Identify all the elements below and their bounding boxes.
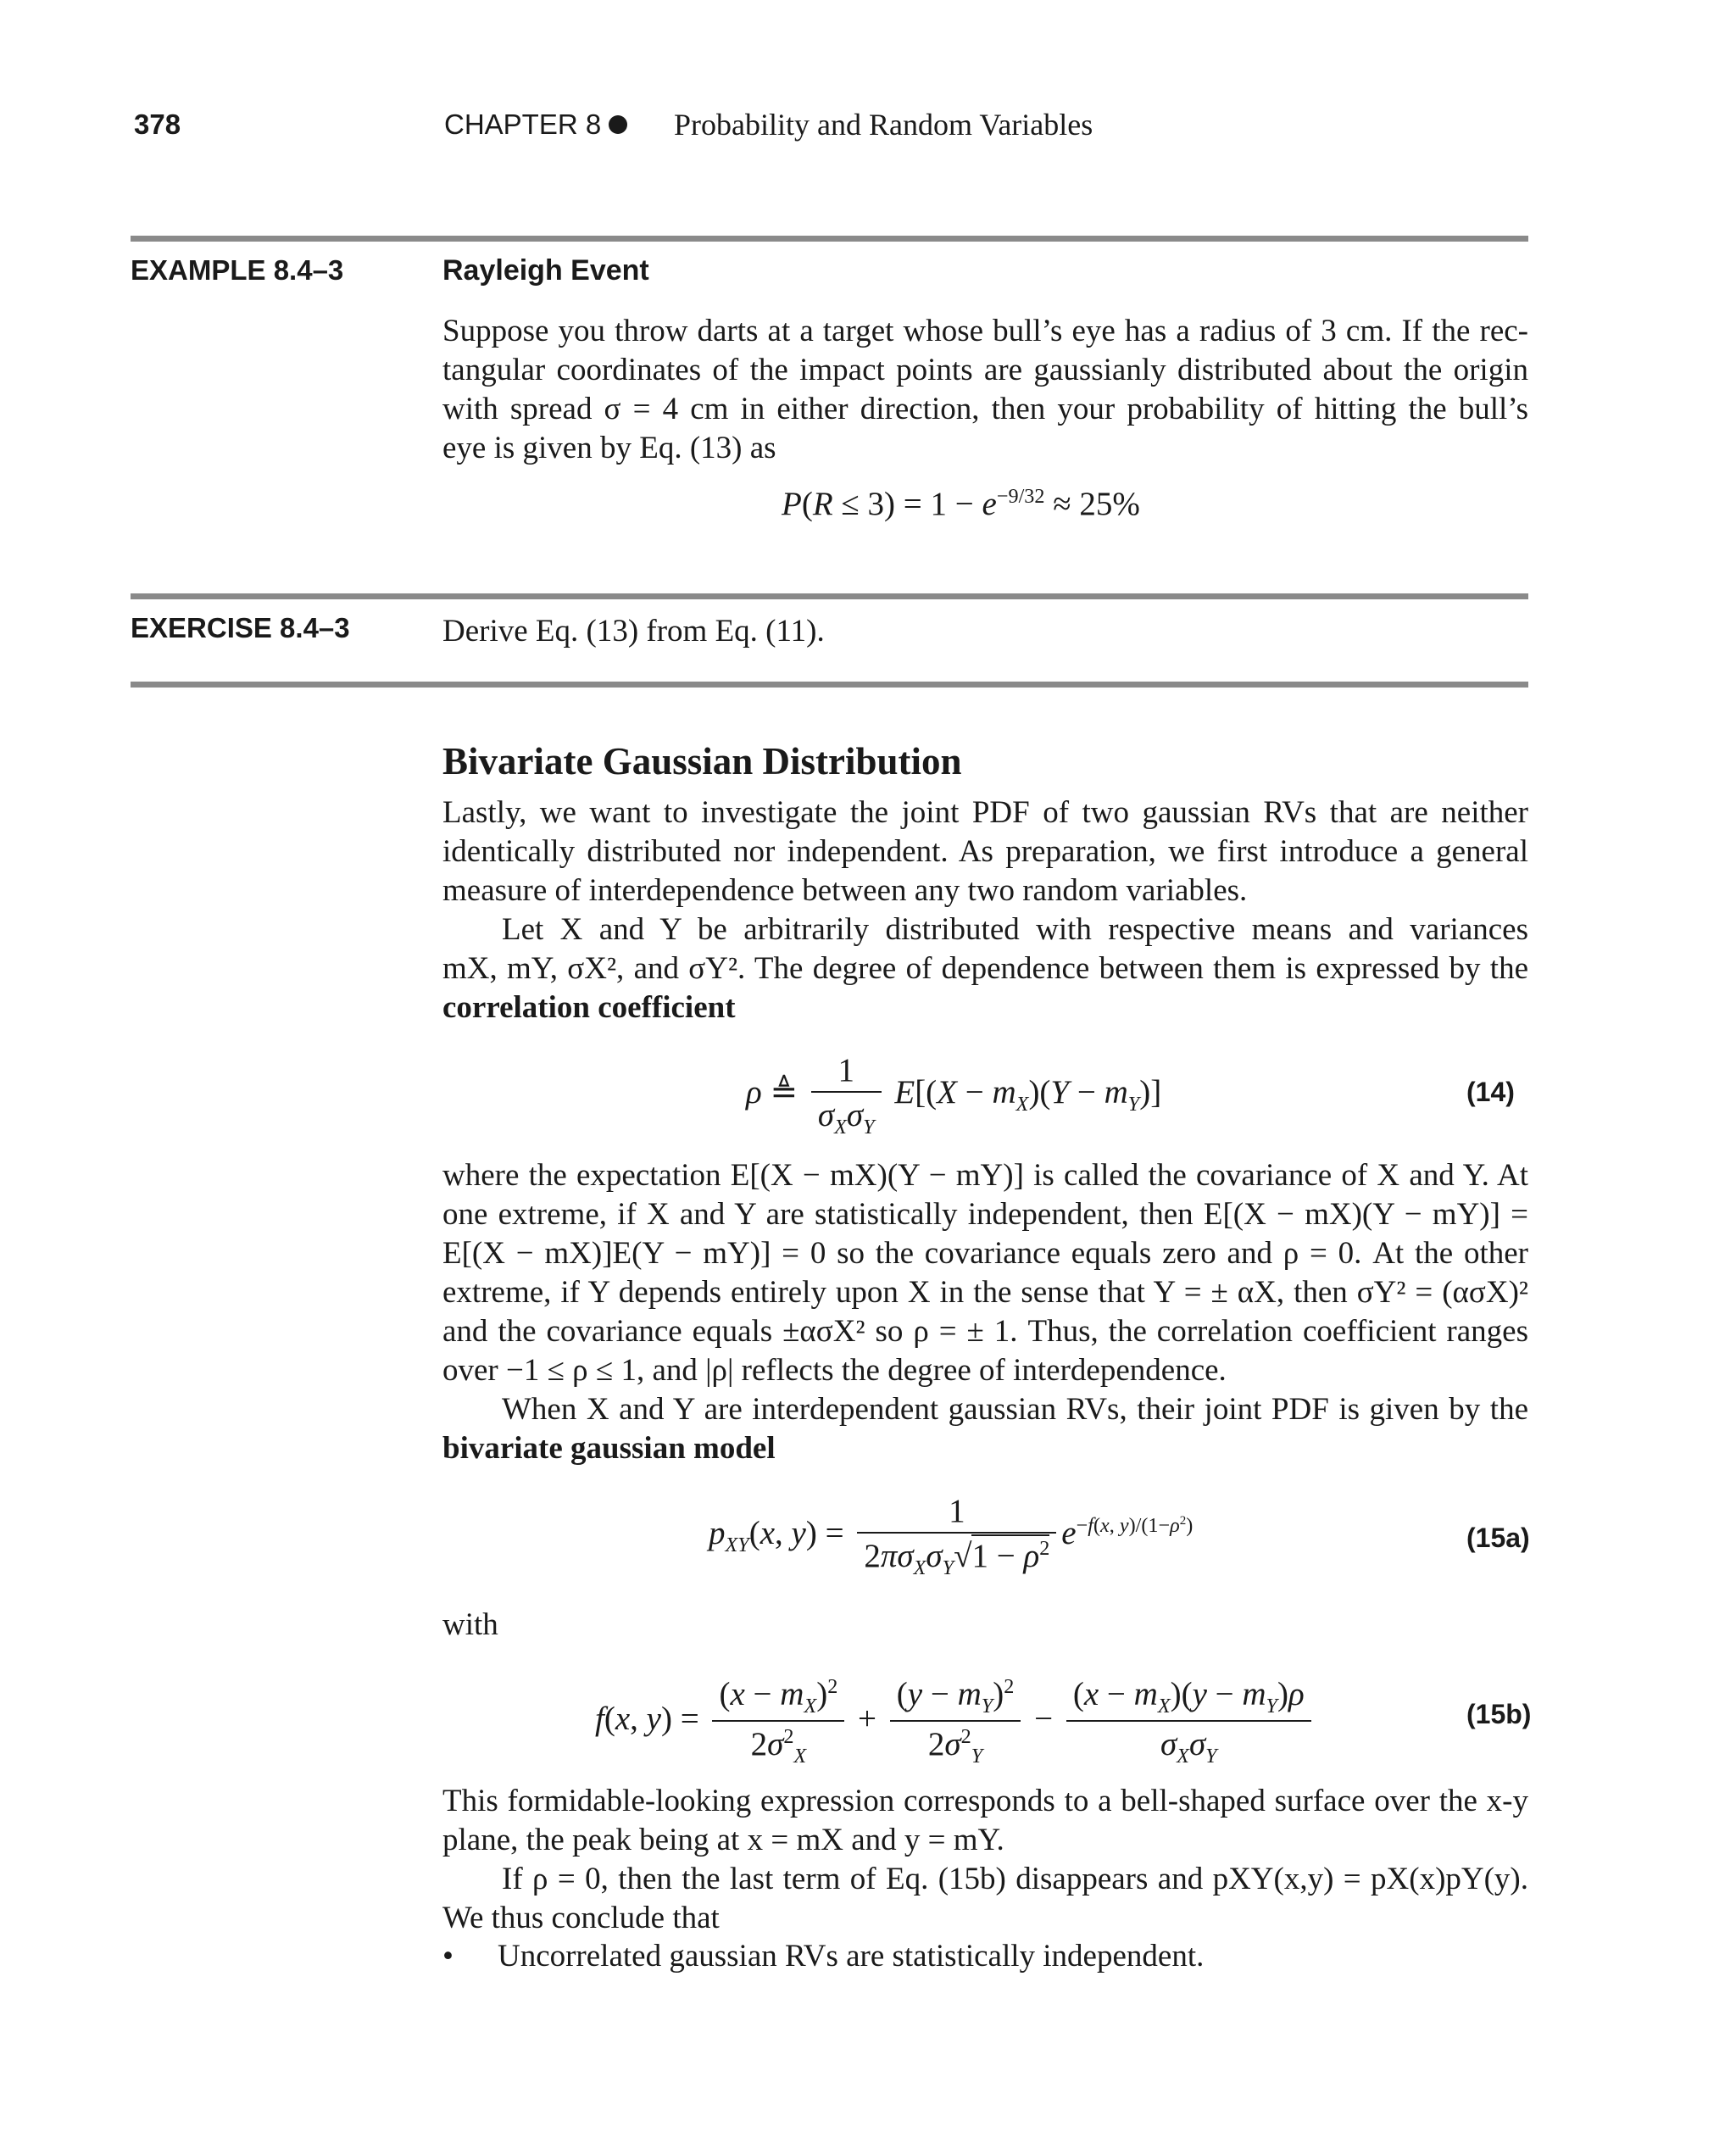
example-line: with spread σ = 4 cm in either direction, then your probability of hitting the bull’s — [442, 392, 1528, 426]
text-line: extreme, if Y depends entirely upon X in the sense that Y = ± αX, then σY² = (ασX)² — [442, 1275, 1528, 1310]
example-label: EXAMPLE 8.4–3 — [131, 254, 344, 286]
equation-15a-number: (15a) — [1466, 1523, 1530, 1553]
example-title: Rayleigh Event — [442, 254, 649, 287]
exercise-text: Derive Eq. (13) from Eq. (11). — [442, 614, 825, 649]
paragraph-correlation — [442, 910, 1528, 1027]
with-text: with — [442, 1607, 498, 1642]
section-heading: Bivariate Gaussian Distribution — [442, 740, 962, 782]
bullet-text: Uncorrelated gaussian RVs are statistically independent. — [497, 1939, 1205, 1974]
paragraph-bell-shaped — [442, 1782, 1528, 1860]
bullet-icon: • — [442, 1939, 453, 1974]
bullet-separator-icon — [609, 115, 627, 134]
text-line-content: When X and Y are interdependent gaussian RVs, their joint PDF is given by the — [502, 1392, 1528, 1427]
equation-14: ρ ≜ $\frac{1}{\sigma_X\sigma_Y}$ $E[(X - m_X)(Y - m_Y)]$ — [746, 1052, 1162, 1139]
example-line: Suppose you throw darts at a target whose bull’s eye has a radius of 3 cm. If the rec- — [442, 314, 1528, 348]
paragraph-intro — [442, 793, 1528, 910]
text-line: Lastly, we want to investigate the joint PDF of two gaussian RVs that are neither — [442, 795, 1528, 830]
text-line: where the expectation E[(X − mX)(Y − mY)] is called the covariance of X and Y. At — [442, 1158, 1528, 1193]
text-line — [442, 1390, 1528, 1429]
term-correlation-coefficient: correlation coefficient — [442, 990, 736, 1025]
text-line: This formidable-looking expression corresponds to a bell-shaped surface over the x-y — [442, 1784, 1528, 1818]
text-line — [442, 1860, 1528, 1899]
text-line-content: If ρ = 0, then the last term of Eq. (15b) disappears and pXY(x,y) = pX(x)pY(y). — [502, 1862, 1528, 1896]
text-line: We thus conclude that — [442, 1901, 720, 1935]
paragraph-conclusion — [442, 1860, 1528, 1938]
text-line: over −1 ≤ ρ ≤ 1, and |ρ| reflects the degree of interdependence. — [442, 1353, 1227, 1388]
text-line-content: Let X and Y be arbitrarily distributed with respective means and variances — [502, 912, 1528, 947]
text-line: plane, the peak being at x = mX and y = mY. — [442, 1823, 1004, 1857]
page-number: 378 — [134, 109, 181, 140]
chapter-title: Probability and Random Variables — [674, 108, 1093, 142]
text-line: E[(X − mX)]E(Y − mY)] = 0 so the covariance equals zero and ρ = 0. At the other — [442, 1236, 1528, 1271]
example-line: tangular coordinates of the impact points are gaussianly distributed about the origin — [442, 353, 1528, 387]
equation-15b-number: (15b) — [1466, 1699, 1532, 1729]
equation-14-number: (14) — [1466, 1077, 1515, 1107]
equation-15b: f(x, y) = $\frac{(x - m_X)^2}{2\sigma^2_X}$ + $\frac{(y - m_Y)^2}{2\sigma^2_Y}$ − $\frac{(x - m_X)(y - m_Y)\rho}{\sigma_X\sigma_Y}$ — [595, 1675, 1316, 1768]
example-top-rule — [131, 236, 1528, 242]
exercise-label: EXERCISE 8.4–3 — [131, 612, 350, 643]
paragraph-bivariate — [442, 1390, 1528, 1468]
chapter-label: CHAPTER 8 — [444, 109, 602, 140]
term-bivariate-gaussian-model: bivariate gaussian model — [442, 1431, 776, 1466]
text-line: one extreme, if X and Y are statistically independent, then E[(X − mX)(Y − mY)] = — [442, 1197, 1528, 1232]
text-line: mX, mY, σX², and σY². The degree of dependence between them is expressed by the — [442, 951, 1528, 986]
text-line — [442, 910, 1528, 949]
example-body — [442, 312, 1528, 468]
bullet-item — [442, 1938, 1204, 1974]
example-line: eye is given by Eq. (13) as — [442, 431, 776, 465]
text-line: and the covariance equals ±ασX² so ρ = ± 1. Thus, the correlation coefficient ranges — [442, 1314, 1528, 1349]
exercise-bottom-rule — [131, 682, 1528, 688]
text-line: identically distributed nor independent. As preparation, we first introduce a general — [442, 834, 1528, 869]
paragraph-covariance — [442, 1156, 1528, 1390]
text-line: measure of interdependence between any two random variables. — [442, 873, 1248, 908]
equation-15a: $p_{XY}(x$, y) = $\frac{1}{2\pi\sigma_X\sigma_Y√1 - \rho^2}$ $e^{-f(x, y)/(1-\rho^2)}$ — [709, 1493, 1194, 1579]
exercise-top-rule — [131, 593, 1528, 599]
example-equation: $P(R \le 3) = 1 - e^{-9/32} \approx 25\%$ — [782, 485, 1140, 522]
